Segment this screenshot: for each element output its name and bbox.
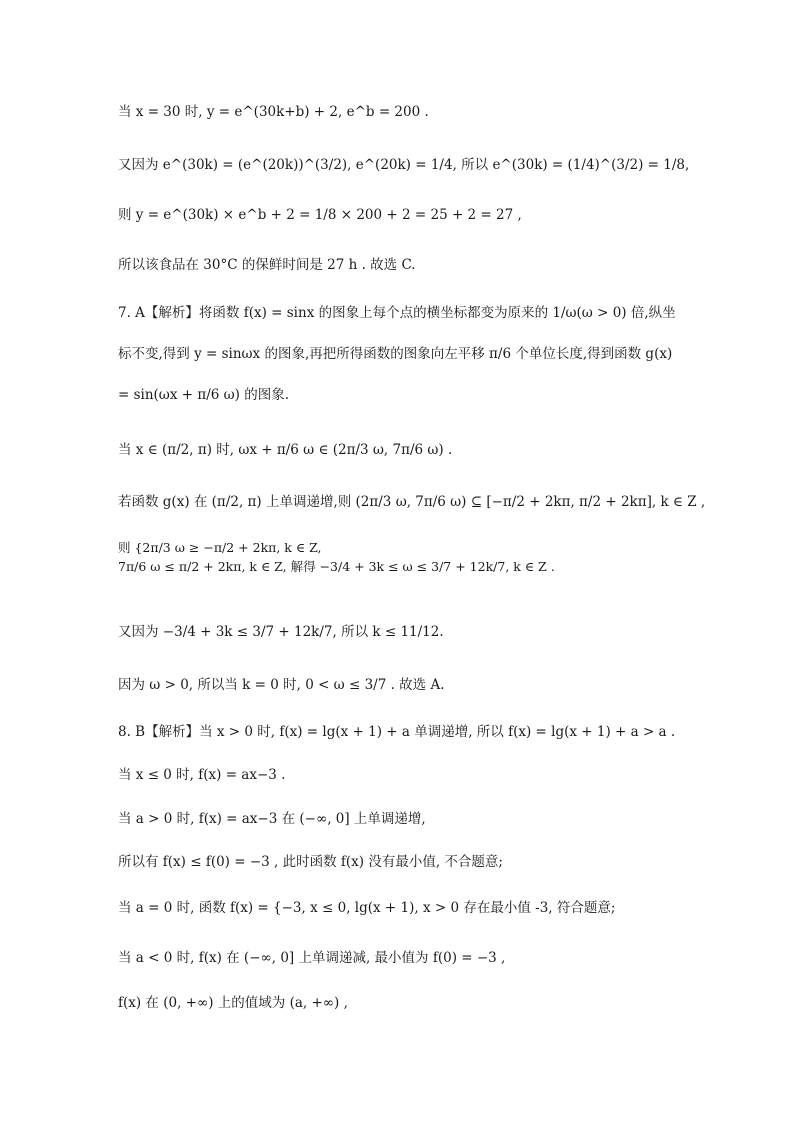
line-16: 当 a > 0 时, f(x) = ax−3 在 (−∞, 0] 上单调递增, [118,811,426,827]
line-6: 标不变,得到 y = sinωx 的图象,再把所得函数的图象向左平移 π/6 个单位长度,得到函数 g(x) [118,346,673,362]
line-5: 7. A【解析】将函数 f(x) = sinx 的图象上每个点的横坐标都变为原来的 1/ω(ω > 0) 倍,纵坐 [118,305,676,321]
line-19: 当 a < 0 时, f(x) 在 (−∞, 0] 上单调递减, 最小值为 f(0) = −3 , [118,950,506,966]
line-18: 当 a = 0 时, 函数 f(x) = {−3, x ≤ 0, lg(x + 1), x > 0 存在最小值 -3, 符合题意; [118,900,616,916]
line-1: 当 x = 30 时, y = e^(30k+b) + 2, e^b = 200 . [118,104,429,120]
line-20: f(x) 在 (0, +∞) 上的值域为 (a, +∞) , [118,995,348,1011]
line-12: 又因为 −3/4 + 3k ≤ 3/7 + 12k/7, 所以 k ≤ 11/12. [118,624,444,640]
line-8: 当 x ∈ (π/2, π) 时, ωx + π/6 ω ∈ (2π/3 ω, 7π/6 ω) . [118,442,453,458]
line-9: 若函数 g(x) 在 (π/2, π) 上单调递增,则 (2π/3 ω, 7π/6 ω) ⊆ [−π/2 + 2kπ, π/2 + 2kπ], k ∈ Z , [118,494,706,510]
line-7: = sin(ωx + π/6 ω) 的图象. [118,387,289,403]
line-3: 则 y = e^(30k) × e^b + 2 = 1/8 × 200 + 2 = 25 + 2 = 27 , [118,207,522,223]
line-4: 所以该食品在 30°C 的保鲜时间是 27 h . 故选 C. [118,257,416,273]
line-14: 8. B【解析】当 x > 0 时, f(x) = lg(x + 1) + a 单调递增, 所以 f(x) = lg(x + 1) + a > a . [118,724,676,740]
line-15: 当 x ≤ 0 时, f(x) = ax−3 . [118,767,286,783]
line-2: 又因为 e^(30k) = (e^(20k))^(3/2), e^(20k) = 1/4, 所以 e^(30k) = (1/4)^(3/2) = 1/8, [118,157,690,173]
line-17: 所以有 f(x) ≤ f(0) = −3 , 此时函数 f(x) 没有最小值, 不合题意; [118,854,503,870]
line-10: 则 {2π/3 ω ≥ −π/2 + 2kπ, k ∈ Z, [118,540,322,555]
line-11: 7π/6 ω ≤ π/2 + 2kπ, k ∈ Z, 解得 −3/4 + 3k ≤ ω ≤ 3/7 + 12k/7, k ∈ Z . [118,559,555,574]
line-13: 因为 ω > 0, 所以当 k = 0 时, 0 < ω ≤ 3/7 . 故选 A. [118,677,445,693]
